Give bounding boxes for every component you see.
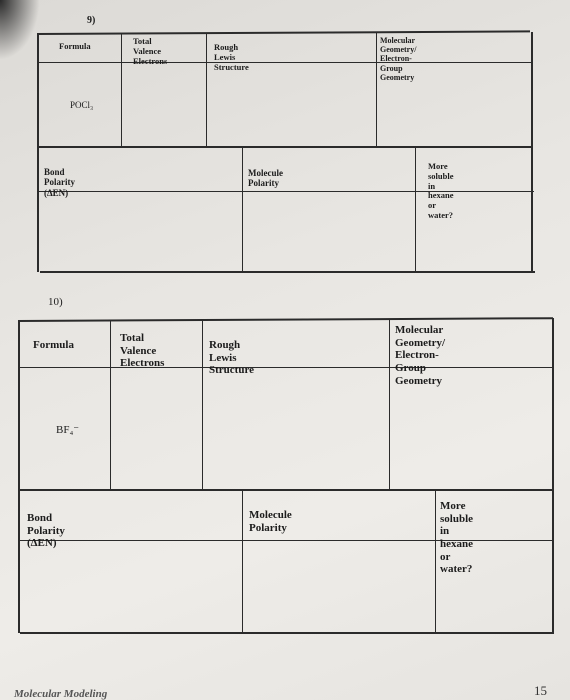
subheader-solubility-line1: More soluble in (440, 500, 474, 538)
formula-value: BF₄⁻ (56, 424, 80, 436)
page-number: 15 (534, 683, 547, 698)
header-formula: Formula (59, 41, 91, 51)
header-valence-line2: Electrons (133, 55, 168, 66)
question-number: 10) (48, 296, 63, 308)
subheader-solubility (428, 162, 454, 221)
header-valence-line1: Total Valence (120, 332, 157, 357)
question-number: 9) (87, 15, 96, 26)
subheader-solubility-line2: hexane or water? (440, 537, 473, 576)
header-geometry-line1: Molecular Geometry/ (395, 324, 446, 349)
subheader-bond-polarity: Bond Polarity (ΔEN) (44, 167, 75, 198)
header-geometry-line2: Electron-Group (380, 54, 412, 73)
header-total-valence (120, 332, 164, 370)
header-valence-line2: Electrons (120, 357, 165, 370)
subheader-solubility-line2: hexane or water? (428, 190, 454, 220)
header-geometry (380, 36, 416, 82)
subheader-molecule-polarity: Molecule Polarity (249, 509, 292, 534)
subheader-molecule-polarity: Molecule Polarity (248, 168, 283, 189)
header-lewis-structure: Rough Lewis Structure (209, 339, 255, 377)
running-title: Molecular Modeling (14, 688, 108, 700)
subheader-bond-polarity: Bond Polarity (ΔEN) (27, 512, 65, 550)
header-total-valence (133, 37, 167, 66)
page-corner-shadow (0, 0, 40, 60)
header-geometry-line3: Geometry (380, 72, 415, 82)
header-geometry-line3: Geometry (395, 374, 443, 387)
header-geometry-line2: Electron-Group (395, 349, 439, 374)
subheader-solubility-line1: More soluble in (428, 161, 454, 191)
header-valence-line1: Total Valence (133, 36, 162, 56)
header-lewis-structure: Rough Lewis Structure (214, 42, 249, 72)
formula-value: POCl₃ (70, 100, 94, 110)
header-formula: Formula (33, 339, 74, 351)
header-geometry (395, 324, 445, 387)
subheader-solubility (440, 500, 473, 576)
header-geometry-line1: Molecular Geometry/ (380, 36, 417, 55)
